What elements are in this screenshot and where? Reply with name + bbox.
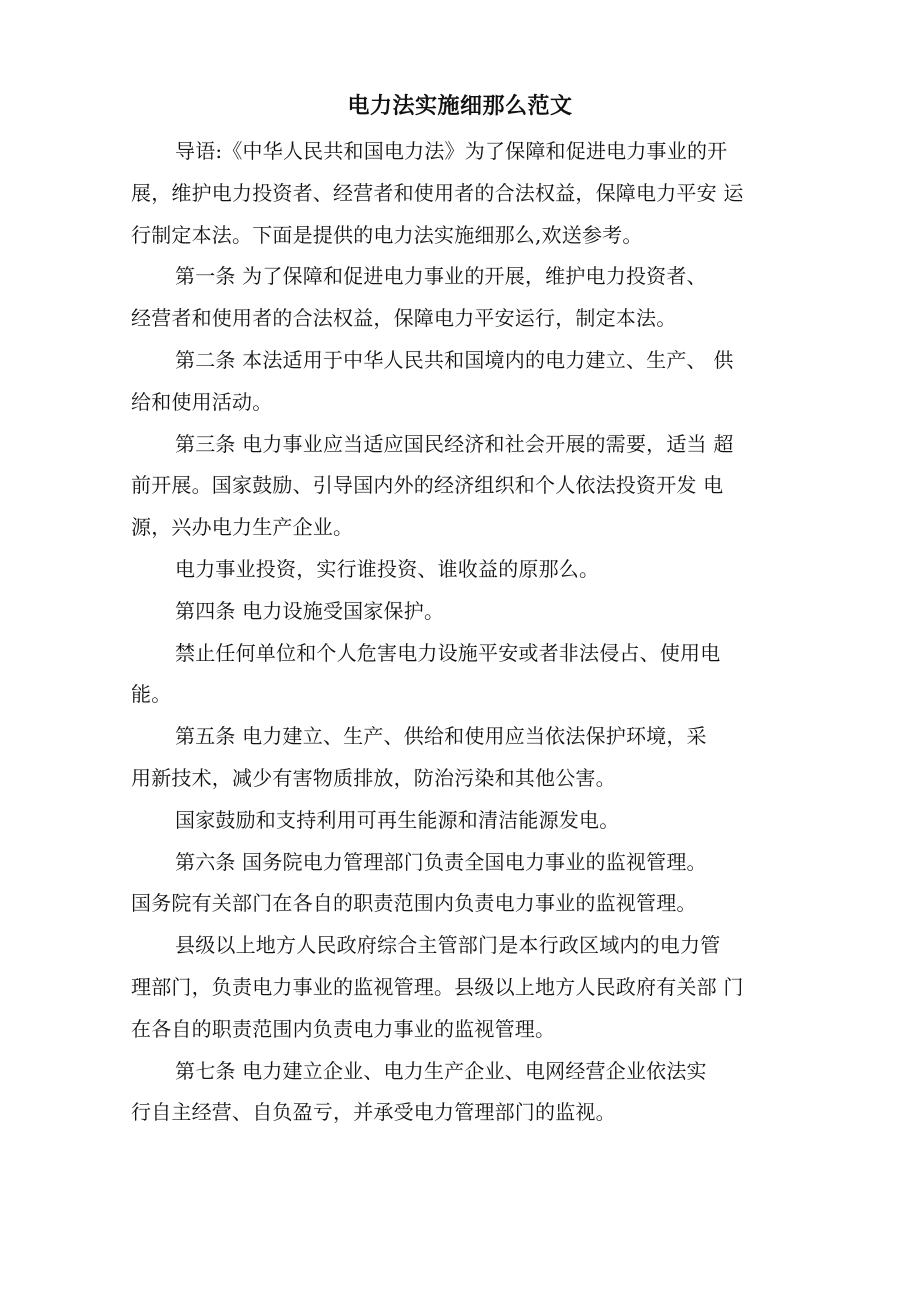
paragraph-article-6	[131, 842, 796, 926]
paragraph-line: 用新技术，减少有害物质排放，防治污染和其他公害。	[131, 765, 616, 790]
paragraph-article-7	[131, 1051, 796, 1135]
paragraph-line: 禁止任何单位和个人危害电力设施平安或者非法侵占、使用电	[175, 640, 721, 665]
paragraph-line: 县级以上地方人民政府综合主管部门是本行政区域内的电力管	[175, 933, 721, 958]
paragraph-line: 第五条 电力建立、生产、供给和使用应当依法保护环境，采	[175, 724, 707, 749]
paragraph-intro	[131, 131, 796, 256]
paragraph-line: 第七条 电力建立企业、电力生产企业、电网经营企业依法实	[175, 1058, 707, 1083]
paragraph-line: 国家鼓励和支持利用可再生能源和清洁能源发电。	[175, 807, 620, 832]
paragraph-line: 展，维护电力投资者、经营者和使用者的合法权益，保障电力平安 运	[131, 180, 744, 205]
paragraph-line: 行制定本法。下面是提供的电力法实施细那么,欢送参考。	[131, 222, 643, 247]
document-title: 电力法实施细那么范文	[347, 93, 573, 119]
paragraph-line: 经营者和使用者的合法权益，保障电力平安运行，制定本法。	[131, 306, 677, 331]
paragraph-line: 电力事业投资，实行谁投资、谁收益的原那么。	[175, 556, 600, 581]
paragraph-line: 行自主经营、自负盈亏，并承受电力管理部门的监视。	[131, 1100, 616, 1125]
paragraph-article-3-investment	[131, 549, 796, 591]
paragraph-article-4	[131, 591, 796, 633]
paragraph-line: 理部门，负责电力事业的监视管理。县级以上地方人民政府有关部 门	[131, 974, 744, 999]
paragraph-line: 第六条 国务院电力管理部门负责全国电力事业的监视管理。	[175, 849, 707, 874]
paragraph-line: 第一条 为了保障和促进电力事业的开展，维护电力投资者、	[175, 264, 707, 289]
paragraph-article-3	[131, 424, 796, 549]
paragraph-article-6-local	[131, 925, 796, 1050]
paragraph-line: 能。	[131, 682, 172, 707]
paragraph-article-5-renewables	[131, 800, 796, 842]
paragraph-line: 第三条 电力事业应当适应国民经济和社会开展的需要，适当 超	[175, 431, 734, 456]
paragraph-line: 第四条 电力设施受国家保护。	[175, 598, 445, 623]
paragraph-line: 第二条 本法适用于中华人民共和国境内的电力建立、生产、 供	[175, 347, 734, 372]
paragraph-article-5	[131, 716, 796, 800]
paragraph-article-1	[131, 256, 796, 340]
paragraph-line: 前开展。国家鼓励、引导国内外的经济组织和个人依法投资开发 电	[131, 473, 724, 498]
paragraph-article-4-prohibition	[131, 633, 796, 717]
paragraph-line: 在各自的职责范围内负责电力事业的监视管理。	[131, 1016, 556, 1041]
document-body	[131, 131, 796, 1134]
paragraph-line: 国务院有关部门在各自的职责范围内负责电力事业的监视管理。	[131, 891, 697, 916]
paragraph-line: 给和使用活动。	[131, 389, 273, 414]
paragraph-article-2	[131, 340, 796, 424]
paragraph-line: 导语:《中华人民共和国电力法》为了保障和促进电力事业的开	[175, 139, 728, 163]
paragraph-line: 源，兴办电力生产企业。	[131, 515, 354, 540]
